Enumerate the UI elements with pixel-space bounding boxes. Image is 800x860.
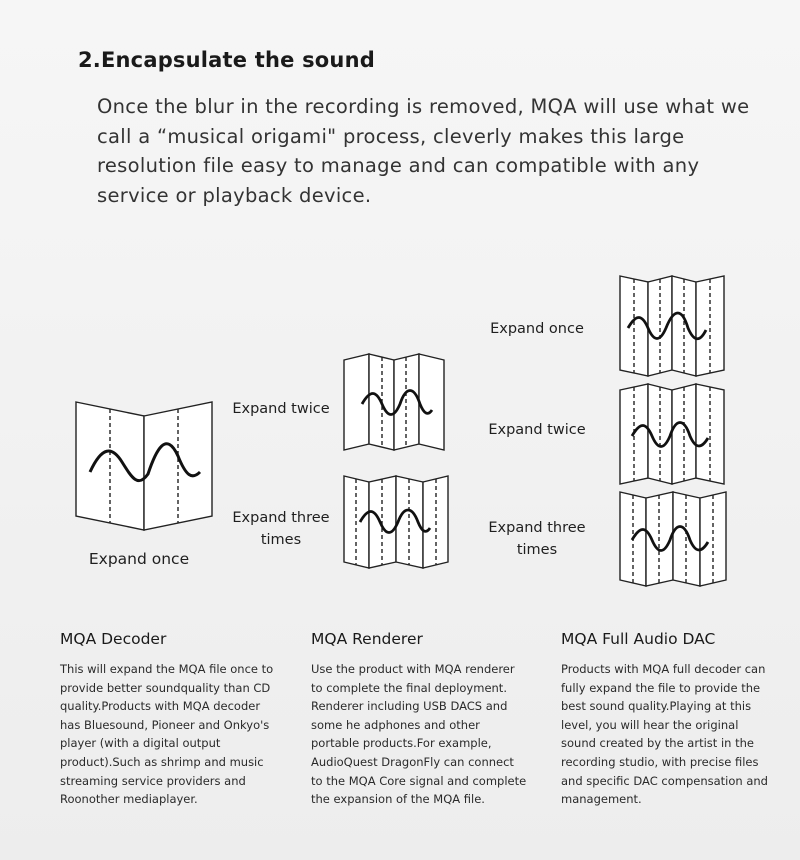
decoder-title: MQA Decoder — [60, 630, 167, 648]
dac-three-times-label: Expand three times — [488, 520, 586, 558]
section-heading: 2.Encapsulate the sound — [78, 48, 375, 72]
dac-twice-label: Expand twice — [488, 422, 586, 438]
renderer-description: Use the product with MQA renderer to complete the final deployment. Renderer including USB DACS and some he adphones and other portable products.For example, AudioQuest DragonFly can connect to the MQA Core signal and complete the expansion of the MQA file. — [311, 662, 527, 807]
renderer-three-times-map-icon — [342, 474, 450, 570]
renderer-title: MQA Renderer — [311, 630, 423, 648]
dac-once-label: Expand once — [490, 321, 584, 337]
dac-twice-map-icon — [618, 382, 726, 486]
decoder-folded-map-icon — [74, 400, 214, 532]
intro-paragraph: Once the blur in the recording is removed, MQA will use what we call a “musical origami" process, cleverly makes this large resolution file easy to manage and can compatible with any service or playback device. — [97, 95, 750, 207]
dac-three-times-map-icon — [618, 490, 728, 588]
renderer-twice-map-icon — [342, 352, 446, 454]
dac-once-map-icon — [618, 274, 726, 378]
renderer-twice-label: Expand twice — [232, 401, 330, 417]
renderer-three-times-label: Expand three times — [232, 510, 330, 548]
decoder-description: This will expand the MQA file once to provide better soundquality than CD quality.Products with MQA decoder has Bluesound, Pioneer and Onkyo's player (with a digital output product).Such as shrimp and music streaming service providers and Roonother mediaplayer. — [60, 662, 274, 807]
decoder-expand-label: Expand once — [88, 550, 190, 568]
full-dac-description: Products with MQA full decoder can fully expand the file to provide the best sound quality.Playing at this level, you will hear the original sound created by the artist in the recording studio, with precise files and specific DAC compensation and management. — [561, 662, 768, 807]
full-dac-title: MQA Full Audio DAC — [561, 630, 716, 648]
